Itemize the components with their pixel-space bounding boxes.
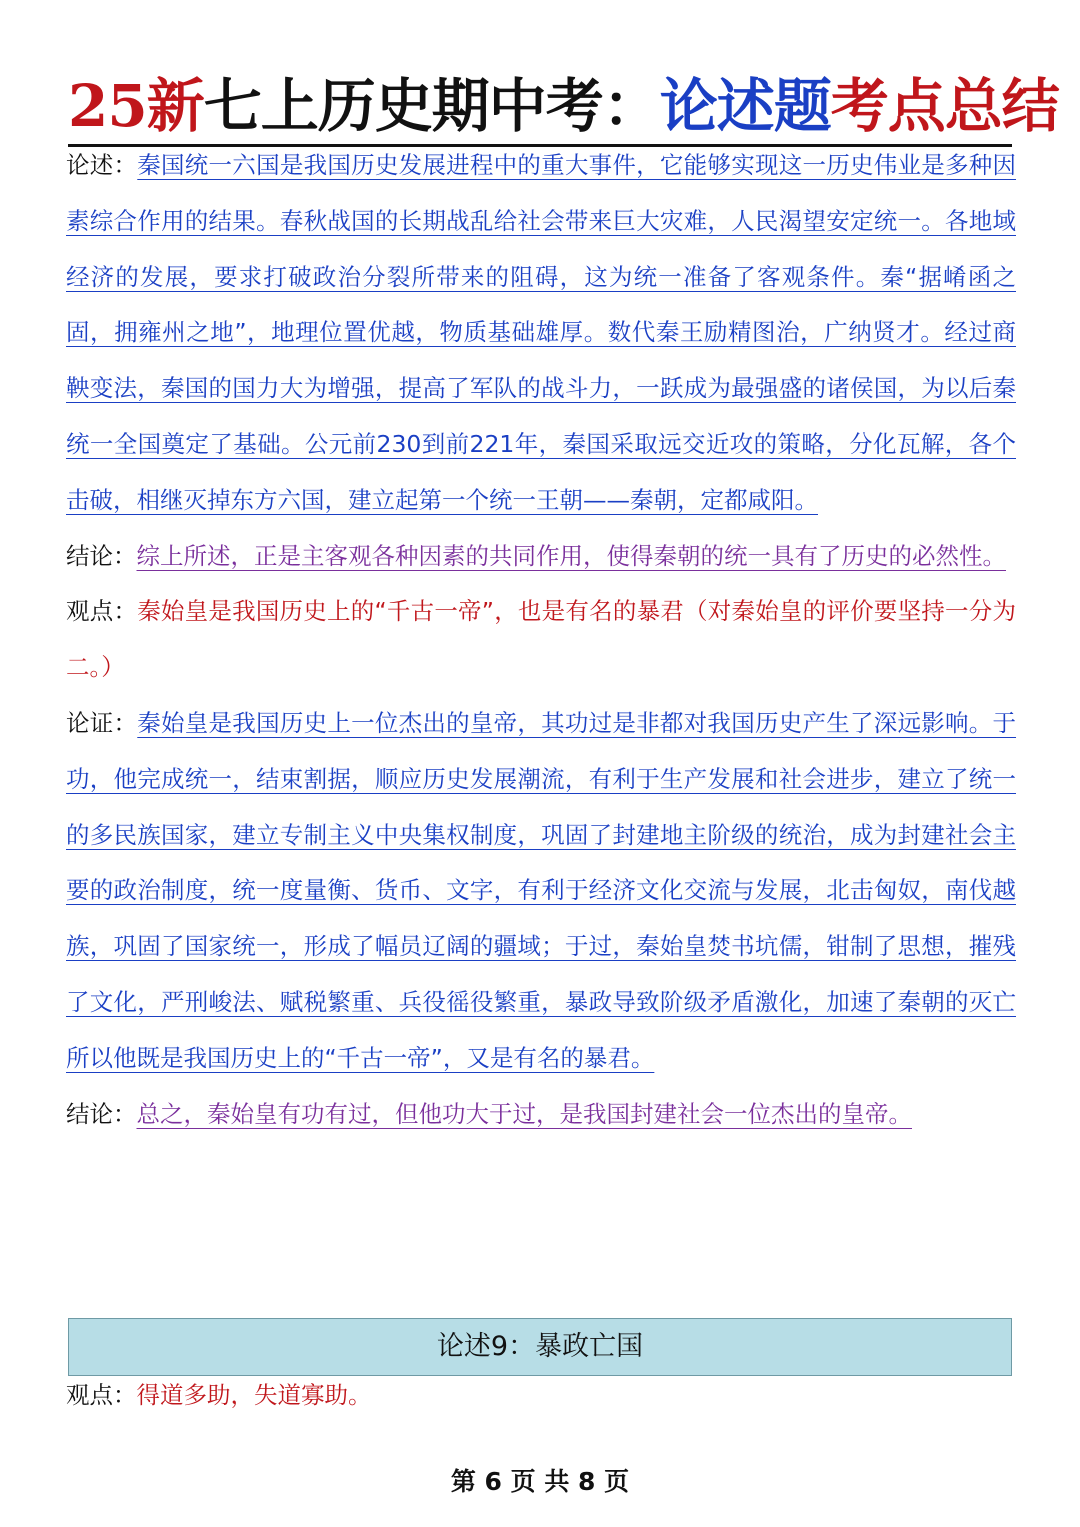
title-part-1: 25新 (68, 72, 204, 140)
paragraph-text: 综上所述，正是主客观各种因素的共同作用，使得秦朝的统一具有了历史的必然性。 (136, 541, 1006, 570)
title-part-4: 考点总结 (830, 72, 1059, 140)
paragraph-text: 秦国统一六国是我国历史发展进程中的重大事件，它能够实现这一历史伟业是多种因素综合作用的结果。春秋战国的长期战乱给社会带来巨大灾难，人民渴望安定统一。各地域经济的发展，要求打破政治分裂所带来的阻碍，这为统一准备了客观条件。秦“据崤函之固，拥雍州之地”，地理位置优越，物质基础雄厚。数代秦王励精图治，广纳贤才。经过商鞅变法，秦国的国力大为增强，提高了军队的战斗力，一跃成为最强盛的诸侯国，为以后秦统一全国奠定了基础。公元前230到前221年，秦国采取远交近攻的策略，分化瓦解，各个击破，相继灭掉东方六国，建立起第一个统一王朝——秦朝，定都咸阳。 (66, 151, 1017, 514)
paragraph-text: 总之，秦始皇有功有过，但他功大于过，是我国封建社会一位杰出的皇帝。 (136, 1099, 912, 1128)
conclusion-paragraph-2 (66, 1087, 1016, 1143)
paragraph-label: 论证： (66, 708, 138, 737)
paragraph-label: 观点： (66, 597, 138, 626)
conclusion-paragraph-1 (66, 529, 1016, 585)
argument-paragraph-2 (66, 696, 1016, 1087)
page-number: 第 6 页 共 8 页 (450, 1467, 630, 1496)
page-title (68, 72, 1059, 140)
title-part-3: 论述题 (659, 72, 831, 140)
argument-paragraph-1 (66, 138, 1016, 529)
paragraph-text: 秦始皇是我国历史上一位杰出的皇帝，其功过是非都对我国历史产生了深远影响。于功，他完成统一，结束割据，顺应历史发展潮流，有利于生产发展和社会进步，建立了统一的多民族国家，建立专制主义中央集权制度，巩固了封建地主阶级的统治，成为封建社会主要的政治制度，统一度量衡、货币、文字，有利于经济文化交流与发展，北击匈奴，南伐越族，巩固了国家统一，形成了幅员辽阔的疆域；于过，秦始皇焚书坑儒，钳制了思想，摧残了文化，严刑峻法、赋税繁重、兵役徭役繁重，暴政导致阶级矛盾激化，加速了秦朝的灭亡所以他既是我国历史上的“千古一帝”，又是有名的暴君。 (66, 708, 1017, 1072)
paragraph-text: 秦始皇是我国历史上的“千古一帝”，也是有名的暴君（对秦始皇的评价要坚持一分为二。） (66, 597, 1016, 682)
section-header: 论述9：暴政亡国 (68, 1318, 1012, 1376)
content-body (66, 138, 1016, 1142)
paragraph-text: 得道多助，失道寡助。 (136, 1381, 372, 1409)
viewpoint-paragraph (66, 584, 1016, 696)
paragraph-label: 观点： (66, 1381, 137, 1409)
section-viewpoint-paragraph (66, 1368, 1016, 1424)
title-part-2: 七上历史期中考： (203, 72, 660, 140)
paragraph-label: 结论： (66, 541, 137, 570)
paragraph-label: 结论： (66, 1099, 137, 1128)
paragraph-label: 论述： (66, 151, 138, 179)
